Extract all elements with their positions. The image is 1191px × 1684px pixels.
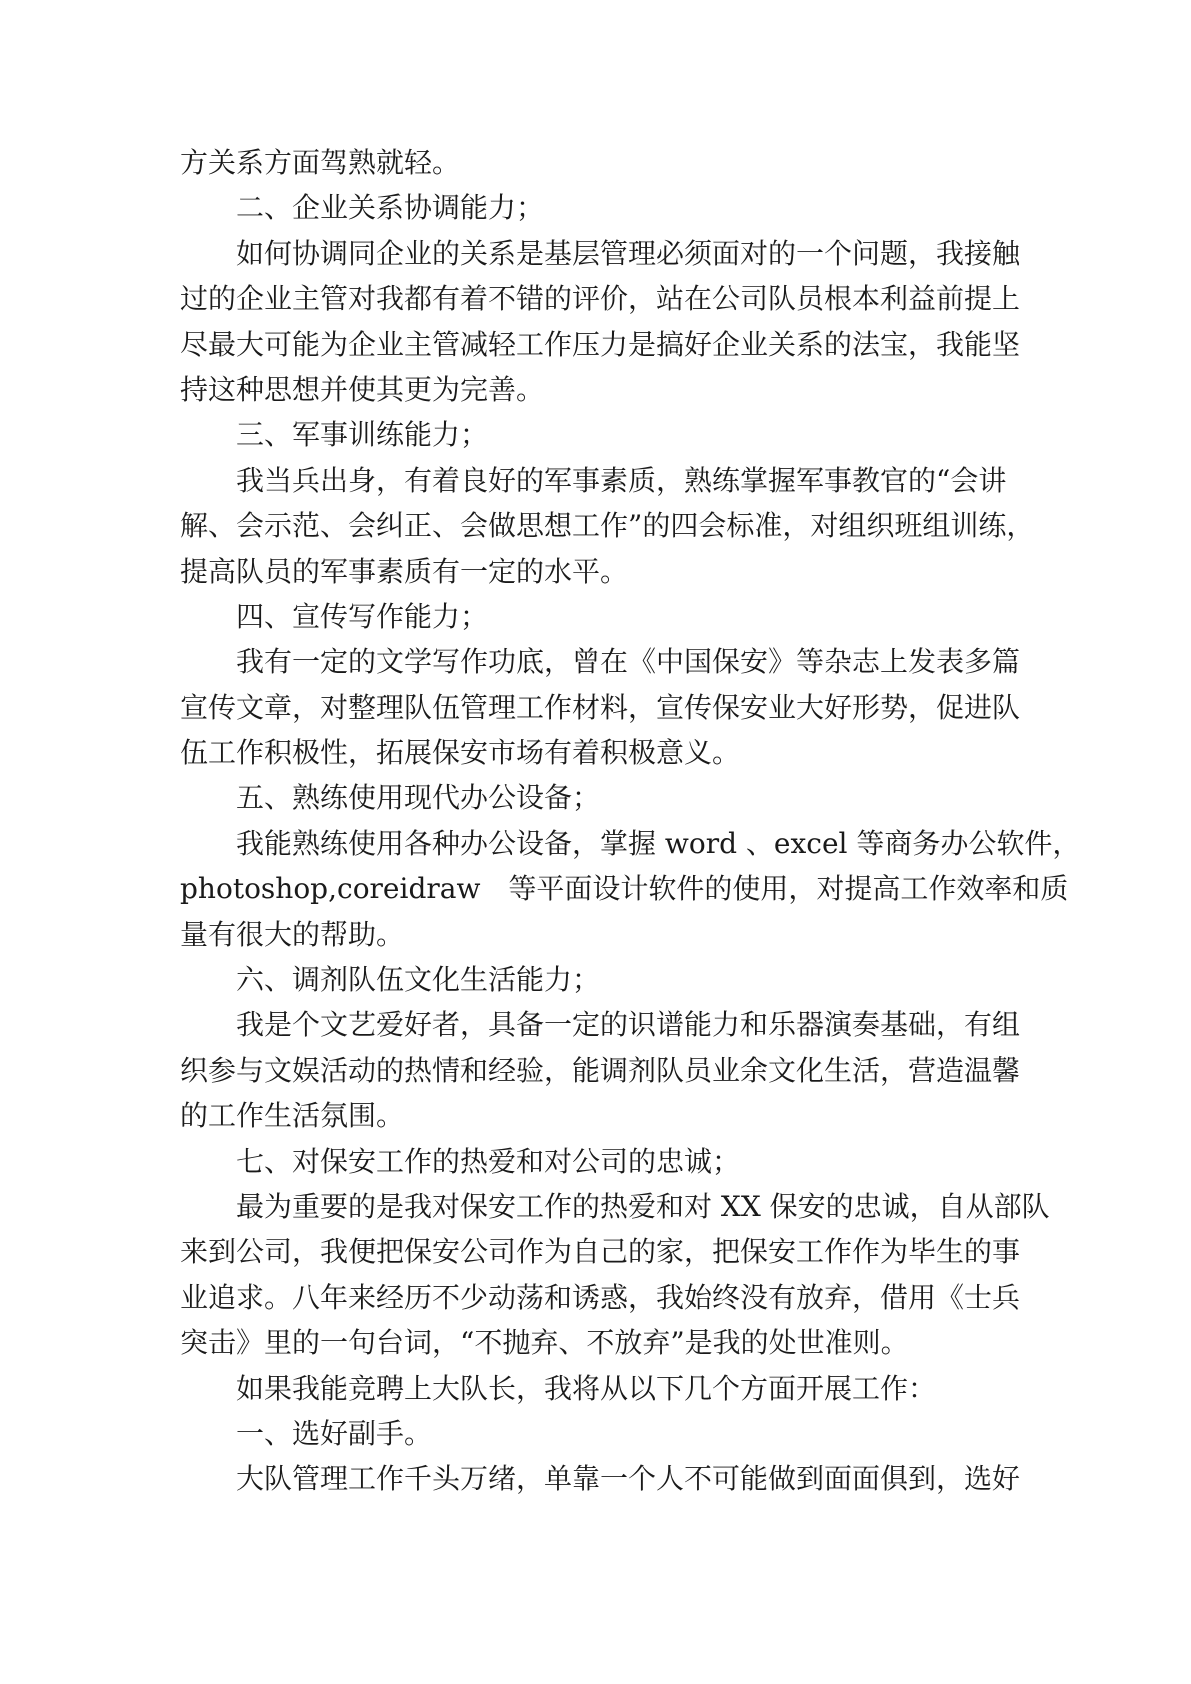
section-heading: 五、熟练使用现代办公设备； — [236, 781, 601, 815]
text-line: 来到公司，我便把保安公司作为自己的家，把保安工作作为毕生的事 — [180, 1235, 1021, 1269]
paragraph-first-line: 我能熟练使用各种办公设备，掌握 word 、excel 等商务办公软件， — [236, 826, 1081, 860]
text-line: 织参与文娱活动的热情和经验，能调剂队员业余文化生活，营造温馨 — [180, 1053, 1021, 1087]
section-heading: 二、企业关系协调能力； — [236, 191, 545, 225]
text-line: 持这种思想并使其更为完善。 — [180, 372, 545, 406]
paragraph-first-line: 最为重要的是我对保安工作的热爱和对 XX 保安的忠诚，自从部队 — [236, 1189, 1050, 1223]
text-line: 突击》里的一句台词，“不抛弃、不放弃”是我的处世准则。 — [180, 1326, 909, 1360]
text-line: 的工作生活氛围。 — [180, 1099, 405, 1133]
text-line: 过的企业主管对我都有着不错的评价，站在公司队员根本利益前提上 — [180, 282, 1021, 316]
paragraph-first-line: 如果我能竞聘上大队长，我将从以下几个方面开展工作： — [236, 1371, 937, 1405]
text-line: 尽最大可能为企业主管减轻工作压力是搞好企业关系的法宝，我能坚 — [180, 327, 1021, 361]
section-heading: 三、军事训练能力； — [236, 418, 489, 452]
section-heading: 四、宣传写作能力； — [236, 599, 489, 633]
document-body — [180, 140, 1081, 1502]
paragraph-first-line: 大队管理工作千头万绪，单靠一个人不可能做到面面俱到，选好 — [236, 1462, 1021, 1496]
section-heading: 七、对保安工作的热爱和对公司的忠诚； — [236, 1144, 741, 1178]
text-line: 提高队员的军事素质有一定的水平。 — [180, 554, 629, 588]
section-heading: 六、调剂队伍文化生活能力； — [236, 963, 601, 997]
text-line: 量有很大的帮助。 — [180, 917, 405, 951]
text-line: 伍工作积极性，拓展保安市场有着积极意义。 — [180, 736, 741, 770]
paragraph-first-line: 如何协调同企业的关系是基层管理必须面对的一个问题，我接触 — [236, 236, 1021, 270]
section-heading: 一、选好副手。 — [236, 1416, 433, 1450]
paragraph-first-line: 我有一定的文学写作功底，曾在《中国保安》等杂志上发表多篇 — [236, 645, 1021, 679]
paragraph-first-line: 我当兵出身，有着良好的军事素质，熟练掌握军事教官的“会讲 — [236, 463, 1007, 497]
text-line: 业追求。八年来经历不少动荡和诱惑，我始终没有放弃，借用《士兵 — [180, 1280, 1021, 1314]
text-line: 解、会示范、会纠正、会做思想工作”的四会标准，对组织班组训练， — [180, 509, 1035, 543]
paragraph-first-line: 我是个文艺爱好者，具备一定的识谱能力和乐器演奏基础，有组 — [236, 1008, 1021, 1042]
text-line: photoshop,coreidraw 等平面设计软件的使用，对提高工作效率和质 — [180, 872, 1069, 906]
text-line: 宣传文章，对整理队伍管理工作材料，宣传保安业大好形势，促进队 — [180, 690, 1021, 724]
text-line: 方关系方面驾熟就轻。 — [180, 146, 461, 179]
